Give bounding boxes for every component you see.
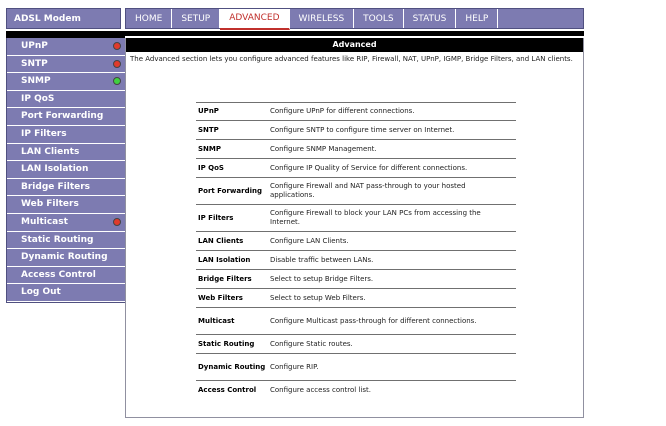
table-row bbox=[196, 270, 516, 289]
tab-status[interactable]: STATUS bbox=[404, 9, 457, 28]
status-red-icon bbox=[113, 60, 121, 68]
feature-description: Configure Static routes. bbox=[270, 339, 353, 348]
table-row bbox=[196, 121, 516, 140]
feature-description: Configure IP Quality of Service for different connections. bbox=[270, 163, 468, 172]
sidebar-item-label: Static Routing bbox=[21, 234, 94, 245]
main-content bbox=[125, 38, 584, 418]
sidebar-item-label: Port Forwarding bbox=[21, 111, 104, 122]
nav-filler bbox=[498, 9, 583, 28]
feature-name-sntp[interactable]: SNTP bbox=[198, 125, 219, 134]
sidebar-item-label: Access Control bbox=[21, 269, 96, 280]
tab-setup[interactable]: SETUP bbox=[172, 9, 220, 28]
tab-home[interactable]: HOME bbox=[126, 9, 172, 28]
sidebar-item-lan-isolation[interactable] bbox=[7, 161, 125, 179]
sidebar-item-label: SNTP bbox=[21, 58, 48, 69]
top-navigation bbox=[125, 8, 584, 29]
feature-description: Disable traffic between LANs. bbox=[270, 255, 374, 264]
sidebar-item-label: Log Out bbox=[21, 287, 61, 298]
sidebar-item-port-forwarding[interactable] bbox=[7, 108, 125, 126]
tab-wireless[interactable]: WIRELESS bbox=[290, 9, 355, 28]
intro-text: The Advanced section lets you configure advanced features like RIP, Firewall, NAT, UPnP, IGMP, Bridge Filters, and LAN clients. bbox=[130, 55, 573, 63]
feature-name-web-filters[interactable]: Web Filters bbox=[198, 293, 243, 302]
feature-name-upnp[interactable]: UPnP bbox=[198, 107, 219, 115]
status-red-icon bbox=[113, 42, 121, 50]
sidebar-item-bridge-filters[interactable] bbox=[7, 179, 125, 197]
sidebar-divider bbox=[6, 31, 125, 38]
status-red-icon bbox=[113, 218, 121, 226]
feature-name-ip-filters[interactable]: IP Filters bbox=[198, 213, 234, 222]
sidebar-item-label: Multicast bbox=[21, 216, 68, 227]
table-row bbox=[196, 140, 516, 159]
table-row bbox=[196, 251, 516, 270]
sidebar-item-label: IP QoS bbox=[21, 93, 55, 104]
sidebar-item-label: LAN Isolation bbox=[21, 164, 89, 175]
table-row bbox=[196, 178, 516, 205]
feature-name-bridge-filters[interactable]: Bridge Filters bbox=[198, 274, 252, 283]
table-row bbox=[196, 232, 516, 251]
feature-description: Configure SNMP Management. bbox=[270, 144, 377, 153]
feature-description: Configure RIP. bbox=[270, 362, 319, 371]
table-row bbox=[196, 308, 516, 335]
feature-description: Configure access control list. bbox=[270, 386, 371, 394]
table-row bbox=[196, 289, 516, 308]
table-row bbox=[196, 205, 516, 232]
sidebar bbox=[6, 38, 126, 303]
sidebar-item-label: UPnP bbox=[21, 41, 48, 51]
feature-name-static-routing[interactable]: Static Routing bbox=[198, 339, 255, 348]
sidebar-item-static-routing[interactable] bbox=[7, 232, 125, 250]
sidebar-item-dynamic-routing[interactable] bbox=[7, 249, 125, 267]
sidebar-item-ip-qos[interactable] bbox=[7, 91, 125, 109]
tab-tools[interactable]: TOOLS bbox=[354, 9, 403, 28]
feature-name-lan-clients[interactable]: LAN Clients bbox=[198, 236, 244, 245]
sidebar-item-label: SNMP bbox=[21, 76, 51, 87]
sidebar-item-label: IP Filters bbox=[21, 128, 67, 139]
app-brand: ADSL Modem bbox=[6, 8, 121, 29]
sidebar-item-ip-filters[interactable] bbox=[7, 126, 125, 144]
feature-name-snmp[interactable]: SNMP bbox=[198, 144, 221, 153]
feature-name-lan-isolation[interactable]: LAN Isolation bbox=[198, 255, 251, 264]
sidebar-item-upnp[interactable] bbox=[7, 38, 125, 56]
feature-description: Configure SNTP to configure time server on Internet. bbox=[270, 125, 455, 134]
status-green-icon bbox=[113, 77, 121, 85]
sidebar-item-label: Bridge Filters bbox=[21, 181, 91, 192]
feature-name-access-control[interactable]: Access Control bbox=[198, 386, 257, 394]
table-row bbox=[196, 102, 516, 121]
features-table bbox=[196, 102, 516, 400]
tab-advanced[interactable]: ADVANCED bbox=[220, 9, 289, 30]
feature-description: Configure LAN Clients. bbox=[270, 236, 349, 245]
feature-name-ip-qos[interactable]: IP QoS bbox=[198, 163, 224, 172]
feature-description: Select to setup Web Filters. bbox=[270, 293, 366, 302]
feature-name-port-forwarding[interactable]: Port Forwarding bbox=[198, 186, 262, 195]
table-row bbox=[196, 159, 516, 178]
sidebar-item-access-control[interactable] bbox=[7, 267, 125, 285]
feature-name-multicast[interactable]: Multicast bbox=[198, 316, 235, 325]
sidebar-item-multicast[interactable] bbox=[7, 214, 125, 232]
table-row bbox=[196, 381, 516, 400]
feature-description: Configure Firewall to block your LAN PCs from accessing the Internet. bbox=[270, 209, 481, 226]
feature-description: Select to setup Bridge Filters. bbox=[270, 274, 374, 283]
sidebar-item-label: Dynamic Routing bbox=[21, 252, 108, 263]
feature-description: Configure Multicast pass-through for different connections. bbox=[270, 316, 477, 325]
sidebar-item-log-out[interactable] bbox=[7, 284, 125, 302]
sidebar-item-snmp[interactable] bbox=[7, 73, 125, 91]
table-row bbox=[196, 335, 516, 354]
sidebar-item-label: LAN Clients bbox=[21, 146, 80, 157]
feature-description: Configure Firewall and NAT pass-through to your hosted applications. bbox=[270, 182, 466, 199]
sidebar-item-label: Web Filters bbox=[21, 199, 79, 210]
sidebar-item-sntp[interactable] bbox=[7, 56, 125, 74]
sidebar-item-lan-clients[interactable] bbox=[7, 144, 125, 162]
table-row bbox=[196, 354, 516, 381]
content-divider bbox=[125, 31, 584, 36]
feature-name-dynamic-routing[interactable]: Dynamic Routing bbox=[198, 362, 266, 371]
sidebar-item-web-filters[interactable] bbox=[7, 196, 125, 214]
tab-help[interactable]: HELP bbox=[456, 9, 498, 28]
page-title: Advanced bbox=[126, 38, 583, 52]
feature-description: Configure UPnP for different connections. bbox=[270, 107, 415, 115]
